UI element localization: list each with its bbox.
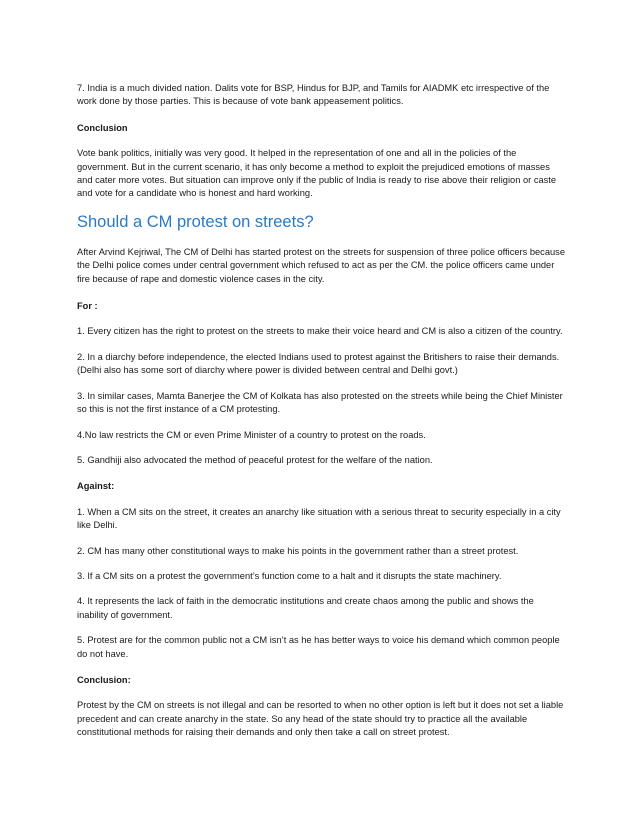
for-point: 4.No law restricts the CM or even Prime Minister of a country to protest on the roads. xyxy=(77,429,426,440)
against-point: 1. When a CM sits on the street, it creates an anarchy like situation with a serious threat to security especially in a city like Delhi. xyxy=(77,506,561,531)
section-title: Should a CM protest on streets? xyxy=(77,212,314,231)
section-intro: After Arvind Kejriwal, The CM of Delhi has started protest on the streets for suspension of three police officers because the Delhi police comes under central government which refused to act as per the CM. the police officers came under fire because of rape and domestic violence cases in the city. xyxy=(77,246,565,284)
against-point: 2. CM has many other constitutional ways to make his points in the government rather than a street protest. xyxy=(77,545,519,556)
for-point: 5. Gandhiji also advocated the method of peaceful protest for the welfare of the nation. xyxy=(77,454,433,465)
for-point: 2. In a diarchy before independence, the elected Indians used to protest against the Britishers to raise their demands.(Delhi also has some sort of diarchy where power is divided between central and Delhi govt.) xyxy=(77,351,560,376)
against-point: 4. It represents the lack of faith in the democratic institutions and create chaos among the public and shows the inability of government. xyxy=(77,596,534,620)
conclusion-paragraph: Protest by the CM on streets is not illegal and can be resorted to when no other option is left but it does not set a liable precedent and can create anarchy in the state. So any head of the state should try to practice all the available constitutional methods for raising their demands and only then take a call on street protest. xyxy=(77,700,564,738)
against-point: 3. If a CM sits on a protest the government’s function come to a halt and it disrupts the state machinery. xyxy=(77,570,502,581)
for-heading: For : xyxy=(77,301,98,312)
conclusion-heading: Conclusion: xyxy=(77,674,131,685)
document-page xyxy=(77,82,565,740)
intro-point-7: 7. India is a much divided nation. Dalits vote for BSP, Hindus for BJP, and Tamils for AIADMK etc irrespective of the work done by those parties. This is because of vote bank appeasement politics. xyxy=(77,83,550,107)
against-point: 5. Protest are for the common public not a CM isn’t as he has better ways to voice his demand which common people do not have. xyxy=(77,635,560,659)
conclusion-paragraph: Vote bank politics, initially was very good. It helped in the representation of one and all in the policies of the government. But in the current scenario, it has only become a method to exploit the prejudiced emotions of masses and cater more votes. But situation can improve only if the public of India is ready to rise above their religion or caste and vote for a candidate who is honest and hard working. xyxy=(77,148,557,199)
for-point: 1. Every citizen has the right to protest on the streets to make their voice heard and CM is also a citizen of the country. xyxy=(77,326,563,337)
against-heading: Against: xyxy=(77,481,115,492)
conclusion-heading: Conclusion xyxy=(77,122,128,133)
for-point: 3. In similar cases, Mamta Banerjee the CM of Kolkata has also protested on the streets while being the Chief Minister so this is not the first instance of a CM protesting. xyxy=(77,390,563,415)
